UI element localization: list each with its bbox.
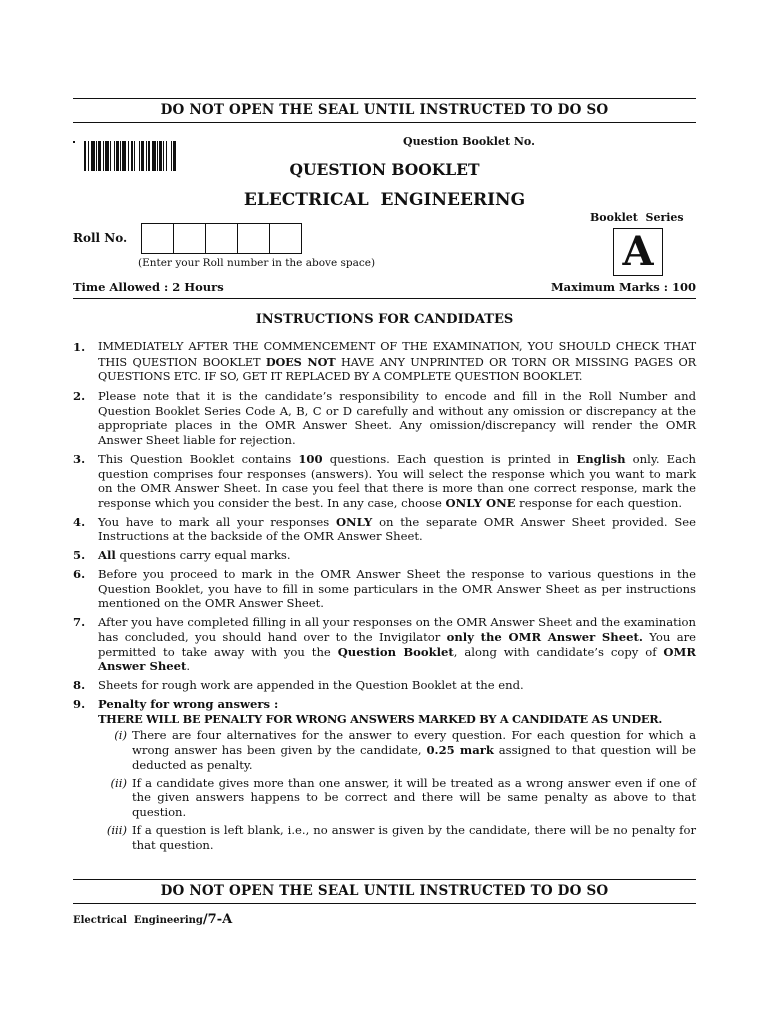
roll-digit-box[interactable]: [206, 224, 238, 253]
roll-no-label: Roll No.: [73, 231, 128, 245]
top-banner-underline: [73, 122, 696, 123]
booklet-title: QUESTION BOOKLET: [289, 160, 480, 179]
instruction-5: 5. All questions carry equal marks.: [73, 548, 291, 563]
instruction-2: 2. Please note that it is the candidate’s responsibility to encode and fill in the Roll Number and Question Booklet Series Code A, B, C or D carefully and without any omission or discrepancy at the appropriate places in the OMR Answer Sheet. Any omission/discrepancy will render the OMR Answer Sheet liable for rejection.: [73, 389, 696, 447]
penalty-rule-i: (i) There are four alternatives for the answer to every question. For each question for which a wrong answer has been given by the candidate, 0.25 mark assigned to that question will be deducted as penalty.: [114, 728, 696, 772]
subject-title: ELECTRICAL ENGINEERING: [243, 190, 526, 210]
roll-digit-box[interactable]: [270, 224, 301, 253]
instruction-6: 6. Before you proceed to mark in the OMR Answer Sheet the response to various questions in the Question Booklet, you have to fill in some particulars in the OMR Answer Sheet as per instructions mentioned on the OMR Answer Sheet.: [73, 567, 696, 611]
penalty-heading: Penalty for wrong answers :: [98, 697, 279, 712]
penalty-statement: THERE WILL BE PENALTY FOR WRONG ANSWERS MARKED BY A CANDIDATE AS UNDER.: [98, 711, 663, 726]
booklet-series-label: Booklet Series: [590, 211, 684, 224]
roll-digit-box[interactable]: [142, 224, 174, 253]
barcode-mark: [73, 141, 75, 143]
instruction-7: 7. After you have completed filling in all your responses on the OMR Answer Sheet and the examination has concluded, you should hand over to the Invigilator only the OMR Answer Sheet. You are permitted to take away with you the Question Booklet, along with candidate’s copy of OMR Answer Sheet.: [73, 615, 697, 674]
booklet-series-box: A: [613, 228, 663, 276]
instruction-1: 1. IMMEDIATELY AFTER THE COMMENCEMENT OF THE EXAMINATION, YOU SHOULD CHECK THAT THIS QUESTION BOOKLET DOES NOT HAVE ANY UNPRINTED OR TORN OR MISSING PAGES OR QUESTIONS ETC. IF SO, GET IT REPLACED BY A COMPLETE QUESTION BOOKLET.: [73, 340, 696, 384]
roll-hint: (Enter your Roll number in the above space): [138, 257, 376, 269]
top-rule: [73, 98, 696, 99]
instructions-list: [73, 340, 696, 860]
roll-number-boxes[interactable]: [141, 223, 302, 254]
instruction-9: 9. Penalty for wrong answers : THERE WILL BE PENALTY FOR WRONG ANSWERS MARKED BY A CANDIDATE AS UNDER. (i) There are four alternatives for the answer to every question. For each question for which a wrong answer has been given by the candidate, 0.25 mark assigned to that question will be deducted as penalty. (ii) If a candidate gives more than one answer, it will be treated as a wrong answer even if one of the given answers happens to be correct and there will be same penalty as above to that question. (iii) If a question is left blank, i.e., no answer is given by the candidate, there will be no penalty for that question.: [73, 697, 696, 852]
bottom-banner-underline: [73, 903, 696, 904]
booklet-no-label: Question Booklet No.: [403, 135, 535, 148]
top-banner: DO NOT OPEN THE SEAL UNTIL INSTRUCTED TO DO SO: [160, 102, 609, 118]
penalty-rule-ii: (ii) If a candidate gives more than one answer, it will be treated as a wrong answer even if one of the given answers happens to be correct and there will be same penalty as above to that question.: [110, 775, 696, 819]
time-allowed: Time Allowed : 2 Hours: [73, 280, 224, 294]
bottom-rule: [73, 879, 696, 880]
penalty-rule-iii: (iii) If a question is left blank, i.e., no answer is given by the candidate, there will be no penalty for that question.: [106, 822, 696, 852]
roll-digit-box[interactable]: [174, 224, 206, 253]
roll-digit-box[interactable]: [238, 224, 270, 253]
instruction-4: 4. You have to mark all your responses ONLY on the separate OMR Answer Sheet provided. See Instructions at the backside of the OMR Answer Sheet.: [73, 514, 696, 544]
bottom-banner: DO NOT OPEN THE SEAL UNTIL INSTRUCTED TO DO SO: [160, 883, 609, 899]
header-rule: [73, 298, 696, 299]
maximum-marks: Maximum Marks : 100: [550, 280, 696, 294]
page-footer: Electrical Engineering/7-A: [73, 912, 233, 927]
instruction-3: 3. This Question Booklet contains 100 questions. Each question is printed in English only. Each question comprises four responses (answers). You will select the response which you want to mark on the OMR Answer Sheet. In case you feel that there is more than one correct response, mark the response which you consider the best. In any case, choose ONLY ONE response for each question.: [73, 451, 696, 510]
instructions-title: INSTRUCTIONS FOR CANDIDATES: [255, 312, 514, 327]
instruction-8: 8. Sheets for rough work are appended in the Question Booklet at the end.: [73, 678, 524, 693]
